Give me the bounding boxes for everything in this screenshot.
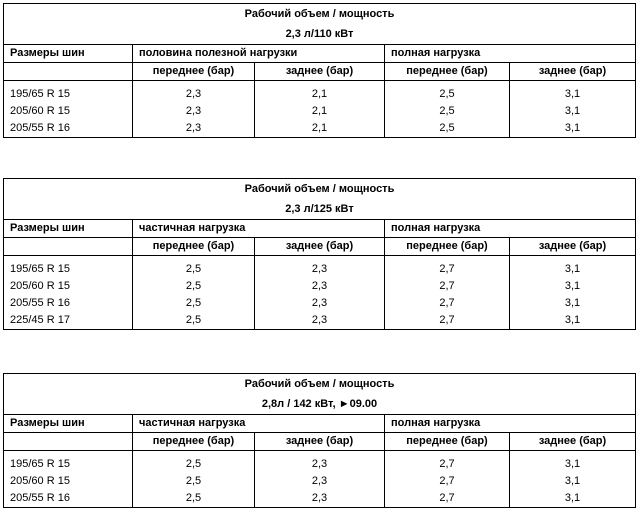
pressure-value: 3,1 <box>510 86 636 103</box>
table-row <box>4 86 636 103</box>
pressure-value: 2,1 <box>255 120 385 138</box>
table-title: Рабочий объем / мощность <box>244 183 395 195</box>
tire-size: 205/60 R 15 <box>10 280 70 292</box>
tire-pressure-table <box>3 373 636 508</box>
table-row <box>4 278 636 295</box>
rear-header: заднее (бар) <box>255 63 385 81</box>
pressure-value: 3,1 <box>510 473 636 490</box>
front-header: переднее (бар) <box>133 433 255 451</box>
pressure-value: 2,3 <box>255 312 385 330</box>
tire-size: 195/65 R 15 <box>10 88 70 100</box>
table-row <box>4 490 636 508</box>
tire-size-header: Размеры шин <box>4 45 133 63</box>
tire-size: 205/55 R 16 <box>10 492 70 504</box>
table-row <box>4 295 636 312</box>
table-row <box>4 261 636 278</box>
tire-size: 205/60 R 15 <box>10 475 70 487</box>
front-header: переднее (бар) <box>133 63 255 81</box>
table-row <box>4 103 636 120</box>
pressure-value: 2,3 <box>255 473 385 490</box>
load-group-b-header: полная нагрузка <box>385 220 636 238</box>
pressure-value: 2,3 <box>133 103 255 120</box>
rear-header: заднее (бар) <box>510 238 636 256</box>
pressure-value: 2,5 <box>385 86 510 103</box>
pressure-value: 2,5 <box>133 278 255 295</box>
pressure-value: 2,7 <box>385 312 510 330</box>
pressure-value: 3,1 <box>510 490 636 508</box>
load-group-b-header: полная нагрузка <box>385 415 636 433</box>
pressure-value: 3,1 <box>510 312 636 330</box>
engine-spec: 2,8л / 142 кВт, ►09.00 <box>261 398 378 410</box>
table-row <box>4 473 636 490</box>
rear-header: заднее (бар) <box>255 238 385 256</box>
pressure-value: 3,1 <box>510 103 636 120</box>
table-row <box>4 456 636 473</box>
pressure-value: 2,5 <box>133 261 255 278</box>
engine-spec: 2,3 л/110 кВт <box>285 28 354 40</box>
front-header: переднее (бар) <box>385 433 510 451</box>
empty-header-cell <box>4 238 133 256</box>
load-group-a-header: частичная нагрузка <box>133 415 385 433</box>
pressure-value: 3,1 <box>510 261 636 278</box>
tire-size: 195/65 R 15 <box>10 458 70 470</box>
pressure-value: 2,7 <box>385 473 510 490</box>
pressure-value: 2,3 <box>255 261 385 278</box>
table-title: Рабочий объем / мощность <box>244 8 395 20</box>
table-title: Рабочий объем / мощность <box>244 378 395 390</box>
tire-size: 195/65 R 15 <box>10 263 70 275</box>
pressure-value: 3,1 <box>510 295 636 312</box>
rear-header: заднее (бар) <box>255 433 385 451</box>
pressure-value: 2,7 <box>385 456 510 473</box>
pressure-value: 2,3 <box>133 120 255 138</box>
pressure-value: 2,5 <box>133 473 255 490</box>
load-group-a-header: половина полезной нагрузки <box>133 45 385 63</box>
tire-size: 205/55 R 16 <box>10 297 70 309</box>
pressure-value: 2,7 <box>385 490 510 508</box>
tire-size: 205/55 R 16 <box>10 122 70 134</box>
pressure-value: 2,3 <box>255 278 385 295</box>
pressure-value: 2,3 <box>133 86 255 103</box>
tire-size: 205/60 R 15 <box>10 105 70 117</box>
tire-pressure-table <box>3 178 636 330</box>
table-row <box>4 120 636 138</box>
load-group-b-header: полная нагрузка <box>385 45 636 63</box>
pressure-value: 2,5 <box>133 295 255 312</box>
rear-header: заднее (бар) <box>510 63 636 81</box>
tire-size-header: Размеры шин <box>4 415 133 433</box>
load-group-a-header: частичная нагрузка <box>133 220 385 238</box>
pressure-value: 2,3 <box>255 490 385 508</box>
rear-header: заднее (бар) <box>510 433 636 451</box>
engine-spec: 2,3 л/125 кВт <box>285 203 354 215</box>
pressure-value: 2,1 <box>255 103 385 120</box>
pressure-value: 2,7 <box>385 278 510 295</box>
pressure-value: 3,1 <box>510 456 636 473</box>
pressure-value: 2,5 <box>133 456 255 473</box>
pressure-value: 2,3 <box>255 295 385 312</box>
pressure-value: 2,7 <box>385 261 510 278</box>
table-row <box>4 312 636 330</box>
pressure-value: 2,5 <box>385 103 510 120</box>
front-header: переднее (бар) <box>133 238 255 256</box>
pressure-value: 2,5 <box>133 312 255 330</box>
empty-header-cell <box>4 63 133 81</box>
front-header: переднее (бар) <box>385 238 510 256</box>
front-header: переднее (бар) <box>385 63 510 81</box>
pressure-value: 2,5 <box>133 490 255 508</box>
tire-pressure-table <box>3 3 636 138</box>
tire-size-header: Размеры шин <box>4 220 133 238</box>
tire-size: 225/45 R 17 <box>10 314 70 326</box>
pressure-value: 2,5 <box>385 120 510 138</box>
pressure-value: 2,7 <box>385 295 510 312</box>
empty-header-cell <box>4 433 133 451</box>
pressure-value: 3,1 <box>510 120 636 138</box>
pressure-value: 2,3 <box>255 456 385 473</box>
pressure-value: 3,1 <box>510 278 636 295</box>
pressure-value: 2,1 <box>255 86 385 103</box>
